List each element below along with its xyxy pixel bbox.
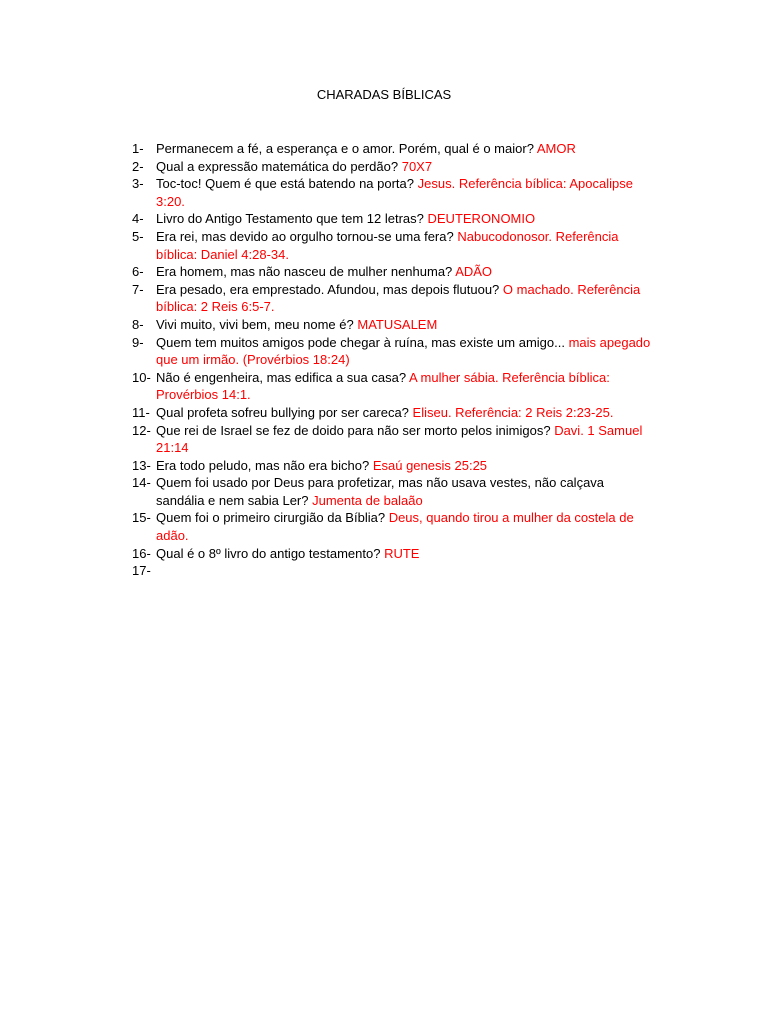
item-answer: Esaú genesis 25:25 [372, 457, 488, 473]
item-question: Era homem, mas não nasceu de mulher nenhuma? [156, 264, 453, 280]
list-item [132, 509, 652, 544]
item-question: Vivi muito, vivi bem, meu nome é? [156, 316, 354, 332]
item-answer: DEUTERONOMIO [427, 211, 536, 227]
item-answer: Eliseu. Referência: 2 Reis 2:23-25. [412, 404, 614, 420]
item-question: Qual profeta sofreu bullying por ser careca? [156, 404, 409, 420]
item-number: 17- [132, 563, 151, 579]
item-question: Era todo peludo, mas não era bicho? [156, 457, 370, 473]
item-question: Quem foi usado por Deus para profetizar, mas não usava vestes, não calçava sandália e nem sabia Ler? [156, 475, 605, 508]
item-number: 6- [132, 264, 144, 280]
list-item [132, 281, 652, 316]
item-question: Livro do Antigo Testamento que tem 12 letras? [156, 211, 424, 227]
item-answer: RUTE [384, 545, 420, 561]
item-number: 16- [132, 545, 151, 561]
riddle-list [132, 140, 652, 579]
item-question: Quem tem muitos amigos pode chegar à ruína, mas existe um amigo... [156, 334, 565, 350]
item-number: 9- [132, 334, 144, 350]
item-number: 4- [132, 211, 144, 227]
item-answer: mais apegado que um irmão. (Provérbios 18:24) [156, 334, 651, 368]
item-answer: Nabucodonosor. Referência bíblica: Daniel 4:28-34. [156, 228, 619, 262]
item-question: Toc-toc! Quem é que está batendo na porta? [156, 176, 415, 192]
item-number: 13- [132, 457, 151, 473]
item-number: 7- [132, 281, 144, 297]
item-answer: AMOR [536, 141, 576, 156]
item-number: 12- [132, 422, 151, 438]
item-number: 11- [132, 404, 150, 420]
item-question: Qual a expressão matemática do perdão? [156, 158, 399, 174]
list-item [132, 457, 652, 475]
list-item [132, 369, 652, 404]
list-item [132, 545, 652, 563]
list-item [132, 140, 652, 158]
item-answer: ADÃO [455, 264, 493, 280]
item-number: 3- [132, 176, 144, 192]
item-answer: Deus, quando tirou a mulher da costela de adão. [156, 510, 634, 544]
list-item [132, 175, 652, 210]
item-number: 5- [132, 228, 144, 244]
list-item [132, 158, 652, 176]
item-number: 2- [132, 158, 144, 174]
list-item [132, 316, 652, 334]
item-number: 8- [132, 316, 144, 332]
item-answer: Jesus. Referência bíblica: Apocalipse 3:20. [156, 176, 633, 209]
item-question: Que rei de Israel se fez de doido para não ser morto pelos inimigos? [156, 422, 551, 438]
item-answer: A mulher sábia. Referência bíblica: Provérbios 14:1. [156, 369, 610, 403]
list-item [132, 334, 652, 369]
list-item [132, 422, 652, 457]
list-item [132, 263, 652, 281]
item-answer: O machado. Referência bíblica: 2 Reis 6:5-7. [156, 281, 641, 315]
item-question: Era rei, mas devido ao orgulho tornou-se uma fera? [156, 228, 454, 244]
item-answer: MATUSALEM [357, 316, 438, 332]
item-question: Não é engenheira, mas edifica a sua casa? [156, 369, 407, 385]
item-number: 1- [132, 141, 144, 156]
item-question: Quem foi o primeiro cirurgião da Bíblia? [156, 510, 386, 526]
item-number: 14- [132, 475, 151, 491]
list-item [132, 228, 652, 263]
item-number: 15- [132, 510, 151, 526]
document-title: CHARADAS BÍBLICAS [316, 87, 452, 102]
item-answer: Jumenta de balaão [312, 492, 423, 508]
item-question: Era pesado, era emprestado. Afundou, mas depois flutuou? [156, 281, 500, 297]
item-question: Qual é o 8º livro do antigo testamento? [156, 545, 381, 561]
item-question: Permanecem a fé, a esperança e o amor. Porém, qual é o maior? [156, 141, 534, 156]
list-item [132, 210, 652, 228]
item-answer: Davi. 1 Samuel 21:14 [156, 422, 643, 456]
item-number: 10- [132, 369, 151, 385]
list-item [132, 474, 652, 509]
item-answer: 70X7 [401, 158, 433, 174]
list-item [132, 404, 652, 422]
